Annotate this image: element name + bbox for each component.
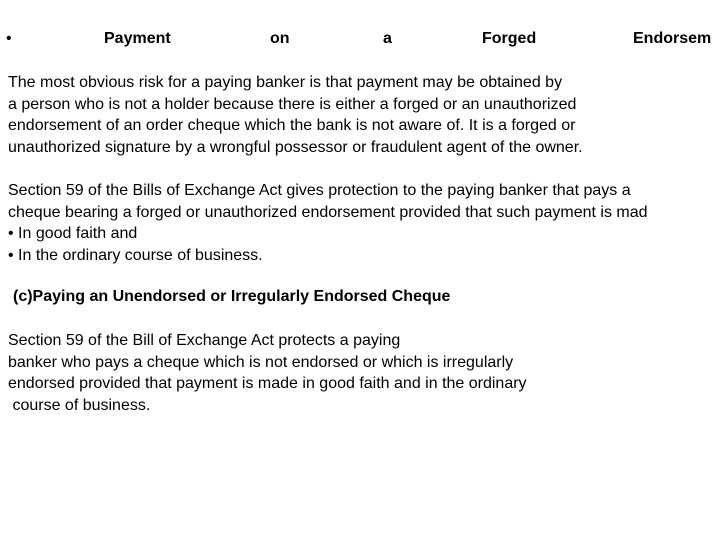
paragraph-line: The most obvious risk for a paying banker is that payment may be obtained by [8, 74, 563, 91]
bullet-line: • In the ordinary course of business. [8, 246, 263, 264]
paragraph-unendorsed [8, 330, 527, 416]
paragraph-line: cheque bearing a forged or unauthorized endorsement provided that such payment is mad [8, 203, 648, 221]
heading-word: Payment [104, 30, 171, 47]
paragraph-line: Section 59 of the Bill of Exchange Act protects a paying [8, 332, 401, 349]
paragraph-line: a person who is not a holder because there is either a forged or an unauthorized [8, 95, 577, 113]
paragraph-line: endorsement of an order cheque which the bank is not aware of. It is a forged or [8, 117, 576, 135]
heading-word: Endorsem [633, 30, 712, 47]
paragraph-line: endorsed provided that payment is made in good faith and in the ordinary [8, 375, 527, 393]
paragraph-line: Section 59 of the Bills of Exchange Act gives protection to the paying banker that pays a [8, 182, 631, 199]
heading-word: Forged [482, 30, 537, 47]
section-heading [0, 30, 720, 52]
heading-bullet: • [6, 30, 12, 47]
paragraph-line: course of business. [8, 396, 151, 414]
heading-word: on [270, 30, 290, 47]
subheading-unendorsed-cheque: (c)Paying an Unendorsed or Irregularly Endorsed Cheque [13, 288, 451, 305]
bullet-line: • In good faith and [8, 225, 138, 243]
paragraph-line: unauthorized signature by a wrongful possessor or fraudulent agent of the owner. [8, 138, 583, 156]
paragraph-line: banker who pays a cheque which is not endorsed or which is irregularly [8, 353, 514, 371]
paragraph-section-59 [8, 180, 648, 266]
heading-word: a [383, 30, 392, 47]
paragraph-risk [8, 72, 583, 158]
